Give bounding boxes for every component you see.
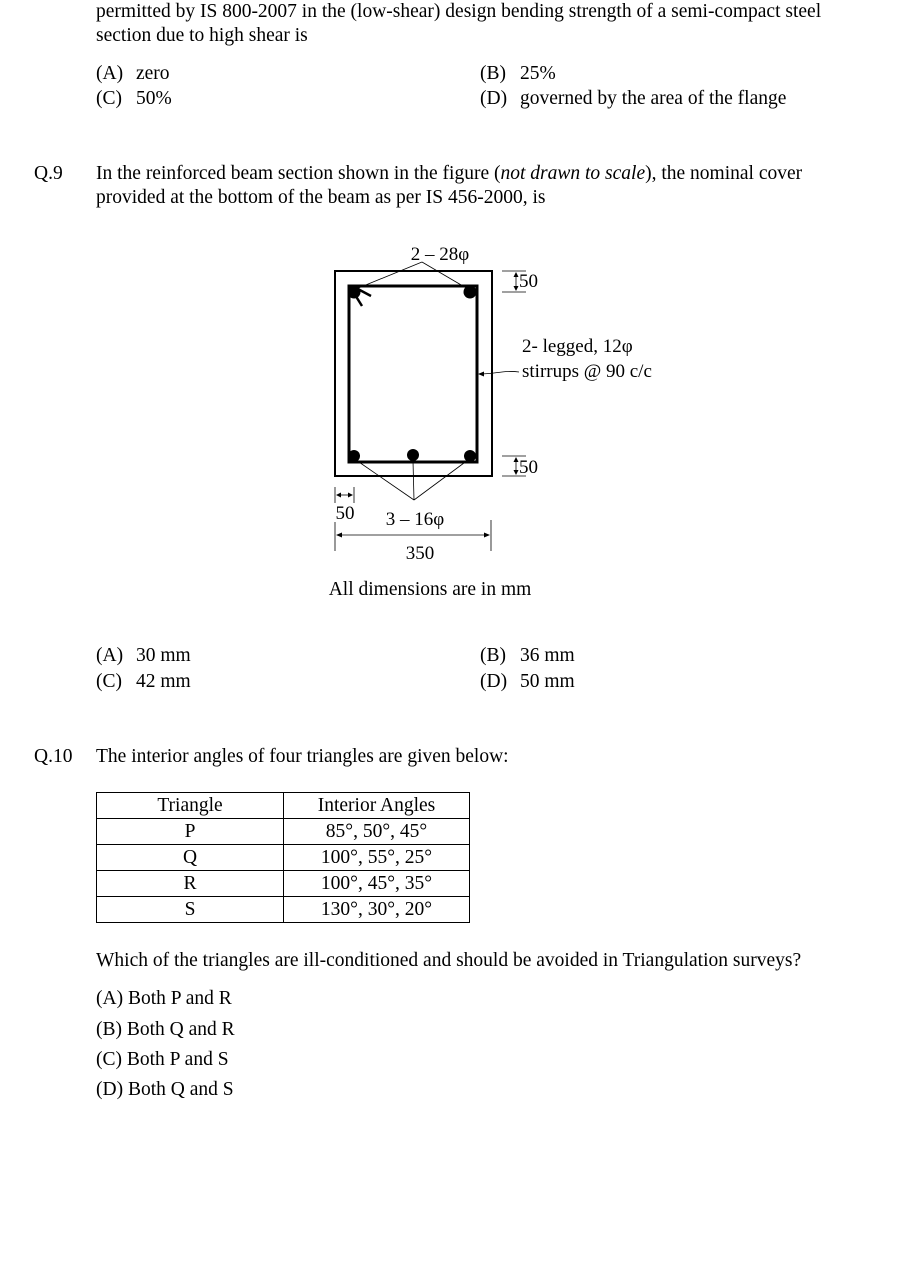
q8-option-a [96,61,170,86]
bottom-bar-right [464,450,476,462]
table-cell: R [97,871,284,897]
option-text: 25% [520,63,556,84]
table-row [97,845,470,871]
width-dim: 350 [405,543,435,564]
option-label: (D) [480,88,508,109]
table-row [97,871,470,897]
table-header: Interior Angles [284,793,470,819]
option-label: (B) [480,645,506,666]
table-header-row [97,793,470,819]
option-label: (C) [96,88,122,109]
table-cell: Q [97,845,284,871]
q9-text-line1 [96,161,906,186]
option-label: (D) [480,671,508,692]
option-label: (A) [96,645,124,666]
table-cell: 85°, 50°, 45° [284,819,470,845]
q9-option-b [480,643,575,668]
option-text: 30 mm [136,645,191,666]
bottom-bars-label: 3 – 16φ [385,509,445,530]
angles-table [96,792,470,923]
q10-option-d: (D) Both Q and S [96,1079,234,1100]
bottom-bar-leader [356,460,414,500]
q9-option-a [96,643,191,668]
option-text: 50 mm [520,671,575,692]
table-cell: 100°, 55°, 25° [284,845,470,871]
q8-option-b [480,61,556,86]
q9-text-line2: provided at the bottom of the beam as per IS 456-2000, is [96,187,546,208]
option-text: 50% [136,88,172,109]
stirrup-leader [480,371,519,374]
top-bar-left [348,286,361,299]
table-header: Triangle [97,793,284,819]
option-text: 36 mm [520,645,575,666]
table-row [97,897,470,923]
q8-text-line1: permitted by IS 800-2007 in the (low-shear) design bending strength of a semi-compact steel [96,1,822,22]
q10-number: Q.10 [34,746,73,767]
q9-text-italic: not drawn to scale [500,163,646,184]
table-cell: P [97,819,284,845]
option-text: zero [136,63,170,84]
top-bars-label: 2 – 28φ [410,244,470,265]
beam-section-figure [300,236,700,608]
bottom-bar-middle [407,449,419,461]
table-cell: 100°, 45°, 35° [284,871,470,897]
q8-option-c [96,86,172,111]
q9-text-a: In the reinforced beam section shown in the figure ( [96,163,501,184]
option-label: (A) [96,63,124,84]
stirrup-label-line2: stirrups @ 90 c/c [522,361,652,382]
figure-caption: All dimensions are in mm [328,579,532,600]
bottom-bar-leader [413,461,414,500]
bottom-cover-dim: 50 [519,457,538,478]
q9-option-d [480,669,575,694]
q9-number: Q.9 [34,163,63,184]
q8-option-d [480,86,786,111]
stirrup [349,286,477,462]
q10-option-a: (A) Both P and R [96,988,232,1009]
option-label: (B) [480,63,506,84]
option-text: governed by the area of the flange [520,88,787,109]
bottom-bar-left [348,450,360,462]
q10-option-c: (C) Both P and S [96,1049,229,1070]
q9-text-b: ), the nominal cover [645,163,803,184]
side-cover-dim: 50 [335,503,355,524]
table-row [97,819,470,845]
q9-option-c [96,669,191,694]
option-text: 42 mm [136,671,191,692]
stirrup-label-line1: 2- legged, 12φ [522,336,633,357]
q10-option-b: (B) Both Q and R [96,1019,235,1040]
option-label: (C) [96,671,122,692]
table-cell: 130°, 30°, 20° [284,897,470,923]
bottom-bar-leader [414,460,468,500]
table-cell: S [97,897,284,923]
q10-question: Which of the triangles are ill-conditioned and should be avoided in Triangulation surveys? [96,950,802,971]
q10-text: The interior angles of four triangles are given below: [96,746,509,767]
q8-text-line2: section due to high shear is [96,25,308,46]
top-cover-dim: 50 [519,271,538,292]
